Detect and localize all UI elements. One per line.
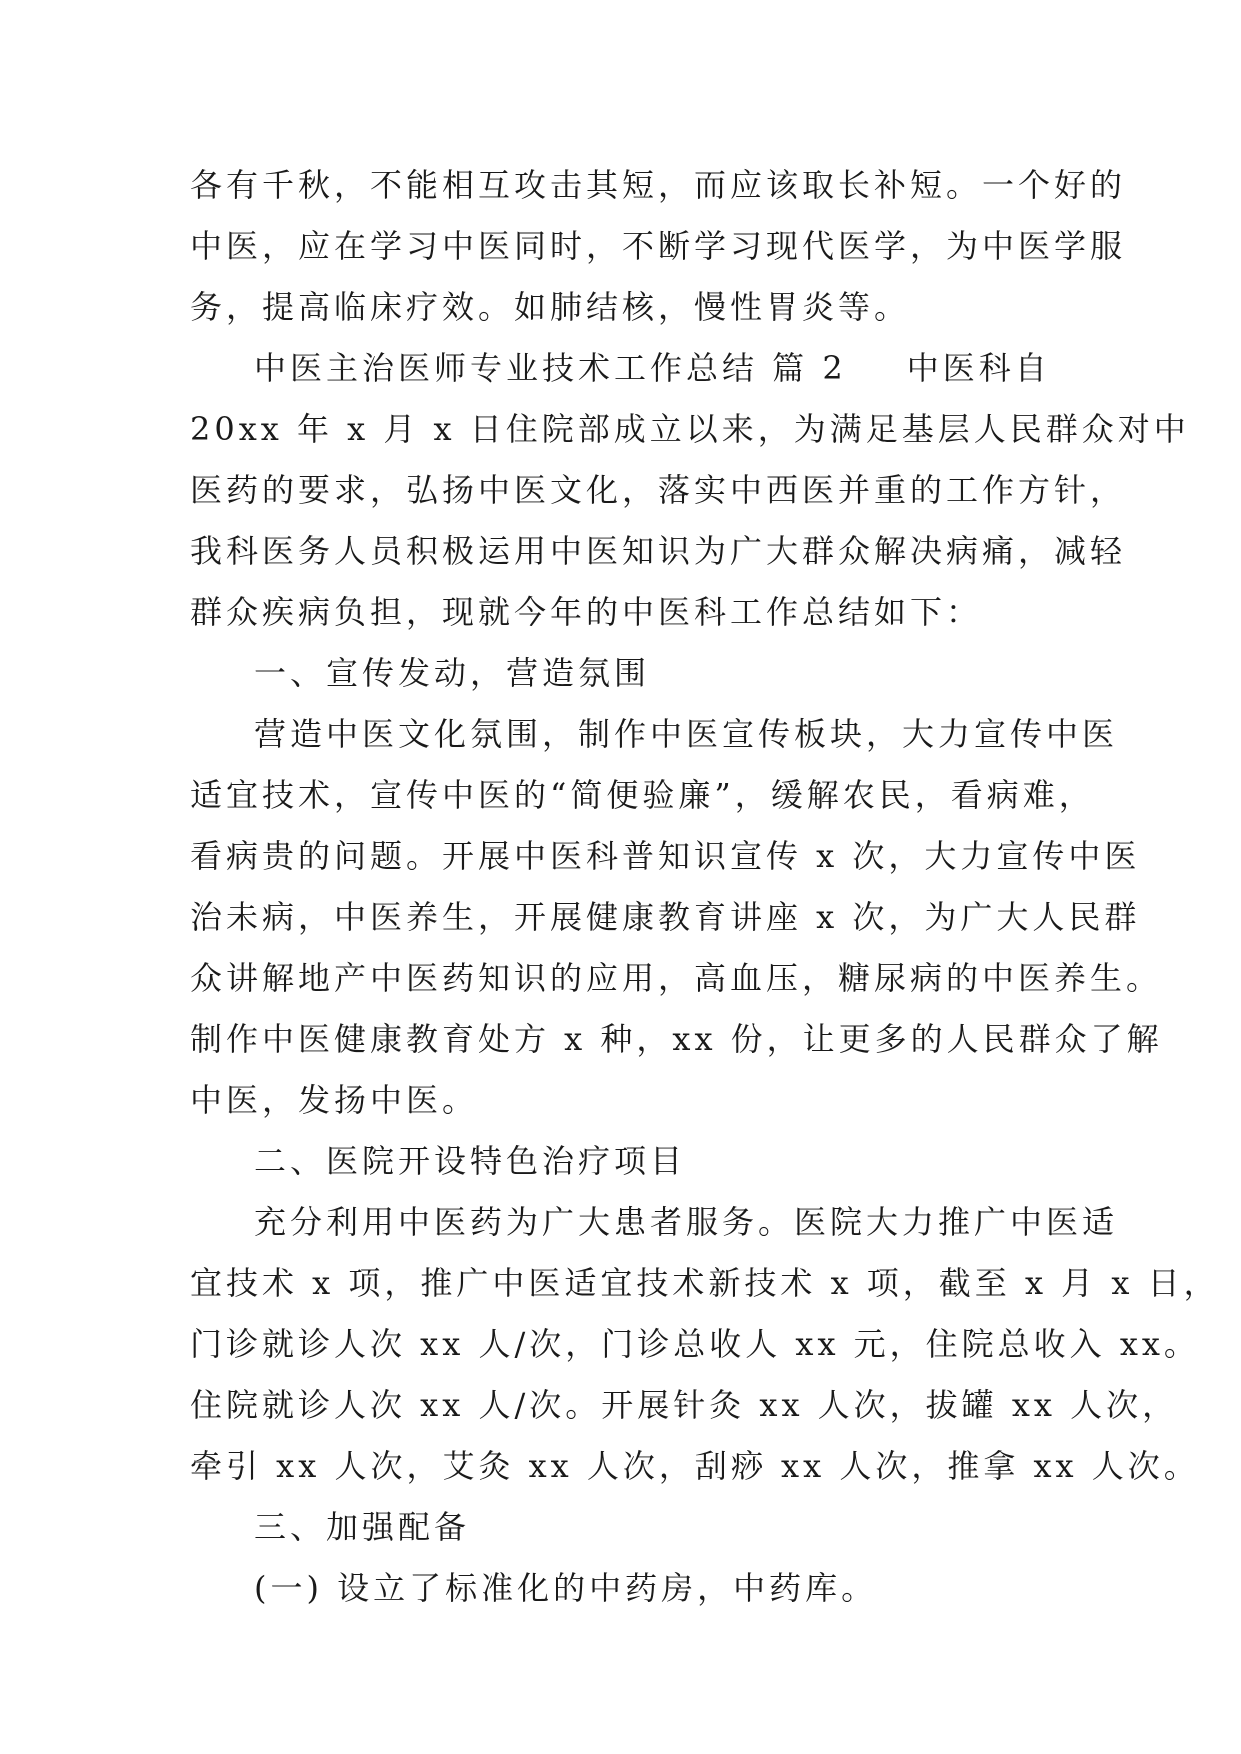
document-body	[190, 155, 1220, 1619]
paragraph-publicity	[190, 704, 1163, 1131]
text-line: 营造中医文化氛围，制作中医宣传板块，大力宣传中医	[254, 715, 1119, 753]
paragraph-section-title	[190, 338, 1190, 643]
heading-text: 一、宣传发动，营造氛围	[254, 654, 651, 692]
text-line: 制作中医健康教育处方 x 种，xx 份，让更多的人民群众了解	[190, 1020, 1163, 1058]
text-line: 医药的要求，弘扬中医文化，落实中西医并重的工作方针，	[190, 471, 1127, 509]
section-title-line	[190, 338, 1070, 399]
section-title-tail: 中医科自	[906, 349, 1051, 387]
heading-2	[190, 1131, 1070, 1192]
text-line: 群众疾病负担，现就今年的中医科工作总结如下：	[190, 593, 983, 631]
text-line: 门诊就诊人次 xx 人/次，门诊总收人 xx 元，住院总收入 xx。	[190, 1325, 1200, 1363]
text-line: 20xx 年 x 月 x 日住院部成立以来，为满足基层人民群众对中	[190, 410, 1190, 448]
text-line: 宜技术 x 项，推广中医适宜技术新技术 x 项，截至 x 月 x 日，	[190, 1264, 1220, 1302]
paragraph-continuation	[190, 155, 1127, 338]
text-line: 治未病，中医养生，开展健康教育讲座 x 次，为广大人民群	[190, 898, 1141, 936]
heading-text: 二、医院开设特色治疗项目	[254, 1142, 687, 1180]
text-line: 中医，发扬中医。	[190, 1081, 479, 1119]
text-line: 充分利用中医药为广大患者服务。医院大力推广中医适	[254, 1203, 1119, 1241]
text-line: 住院就诊人次 xx 人/次。开展针灸 xx 人次，拔罐 xx 人次，	[190, 1386, 1179, 1424]
text-line: 我科医务人员积极运用中医知识为广大群众解决病痛，减轻	[190, 532, 1127, 570]
text-line: 看病贵的问题。开展中医科普知识宣传 x 次，大力宣传中医	[190, 837, 1141, 875]
text-line: 务，提高临床疗效。如肺结核，慢性胃炎等。	[190, 288, 911, 326]
heading-3	[190, 1497, 1070, 1558]
section-title: 中医主治医师专业技术工作总结 篇 2	[254, 349, 847, 387]
text-line: 各有千秋，不能相互攻击其短，而应该取长补短。一个好的	[190, 166, 1127, 204]
paragraph-equipment	[190, 1558, 1070, 1619]
text-line: 牵引 xx 人次，艾灸 xx 人次，刮痧 xx 人次，推拿 xx 人次。	[190, 1447, 1200, 1485]
text-line: 中医，应在学习中医同时，不断学习现代医学，为中医学服	[190, 227, 1127, 265]
text-line: 适宜技术，宣传中医的“简便验廉”，缓解农民，看病难，	[190, 776, 1095, 814]
heading-1	[190, 643, 1070, 704]
heading-text: 三、加强配备	[254, 1508, 471, 1546]
paragraph-treatment	[190, 1192, 1220, 1497]
text-line: (一) 设立了标准化的中药房，中药库。	[254, 1569, 878, 1607]
text-line: 众讲解地产中医药知识的应用，高血压，糖尿病的中医养生。	[190, 959, 1163, 997]
